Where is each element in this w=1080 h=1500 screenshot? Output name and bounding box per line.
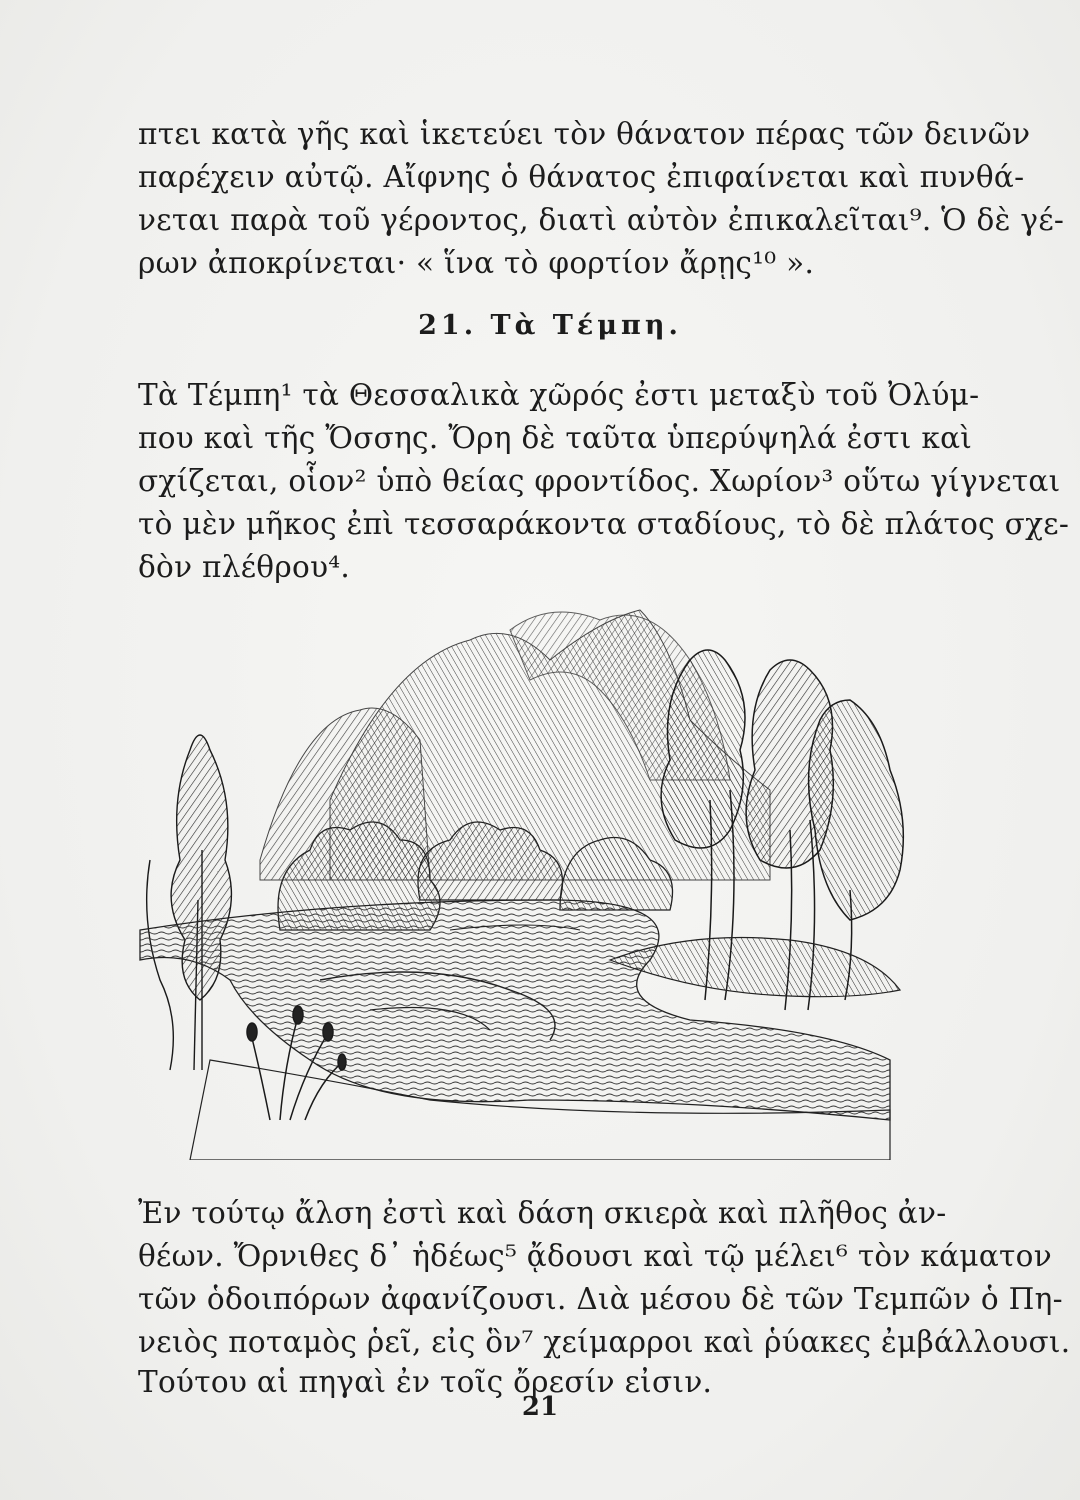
text-line: τῶν ὁδοιπόρων ἀφανίζουσι. Διὰ μέσου δὲ τῶν Τεμπῶν ὁ Πη- [138,1282,1063,1316]
left-trees [147,735,232,1070]
text-line: τὸ μὲν μῆκος ἐπὶ τεσσαράκοντα σταδίους, τὸ δὲ πλάτος σχε- [138,507,1070,541]
river-bank [610,938,900,997]
text-line: θέων. Ὄρνιθες δ᾽ ἡδέως⁵ ᾄδουσι καὶ τῷ μέλει⁶ τὸν κάματον [138,1239,1052,1273]
section-title: 21. Τὰ Τέμπη. [418,310,682,341]
page-number: 21 [521,1392,559,1422]
text-line: πτει κατὰ γῆς καὶ ἱκετεύει τὸν θάνατον πέρας τῶν δεινῶν [138,117,1031,151]
text-line: Τὰ Τέμπη¹ τὰ Θεσσαλικὰ χῶρός ἐστι μεταξὺ τοῦ Ὀλύμ- [138,378,980,412]
text-line: νεται παρὰ τοῦ γέροντος, διατὶ αὐτὸν ἐπικαλεῖται⁹. Ὁ δὲ γέ- [138,203,1065,237]
text-line: που καὶ τῆς Ὄσσης. Ὄρη δὲ ταῦτα ὑπερύψηλά ἐστι καὶ [138,421,973,455]
text-line: ρων ἀποκρίνεται· « ἵνα τὸ φορτίον ἄρῃς¹⁰ ». [138,246,815,280]
text-line: νειὸς ποταμὸς ῥεῖ, εἰς ὃν⁷ χείμαρροι καὶ ῥύακες ἐμβάλλουσι. [138,1325,1071,1359]
text-line: δὸν πλέθρου⁴. [138,550,351,584]
text-line: σχίζεται, οἷον² ὑπὸ θείας φροντίδος. Χωρίον³ οὕτω γίγνεται [138,464,1061,498]
text-line: Ἐν τούτῳ ἄλση ἐστὶ καὶ δάση σκιερὰ καὶ πλῆθος ἀν- [138,1196,947,1230]
river [140,900,890,1120]
text-line: παρέχειν αὐτῷ. Αἴφνης ὁ θάνατος ἐπιφαίνεται καὶ πυνθά- [138,160,1025,194]
tempe-valley-illustration [130,600,920,1160]
text-line: Τούτου αἱ πηγαὶ ἐν τοῖς ὄρεσίν εἰσιν. [138,1365,713,1399]
